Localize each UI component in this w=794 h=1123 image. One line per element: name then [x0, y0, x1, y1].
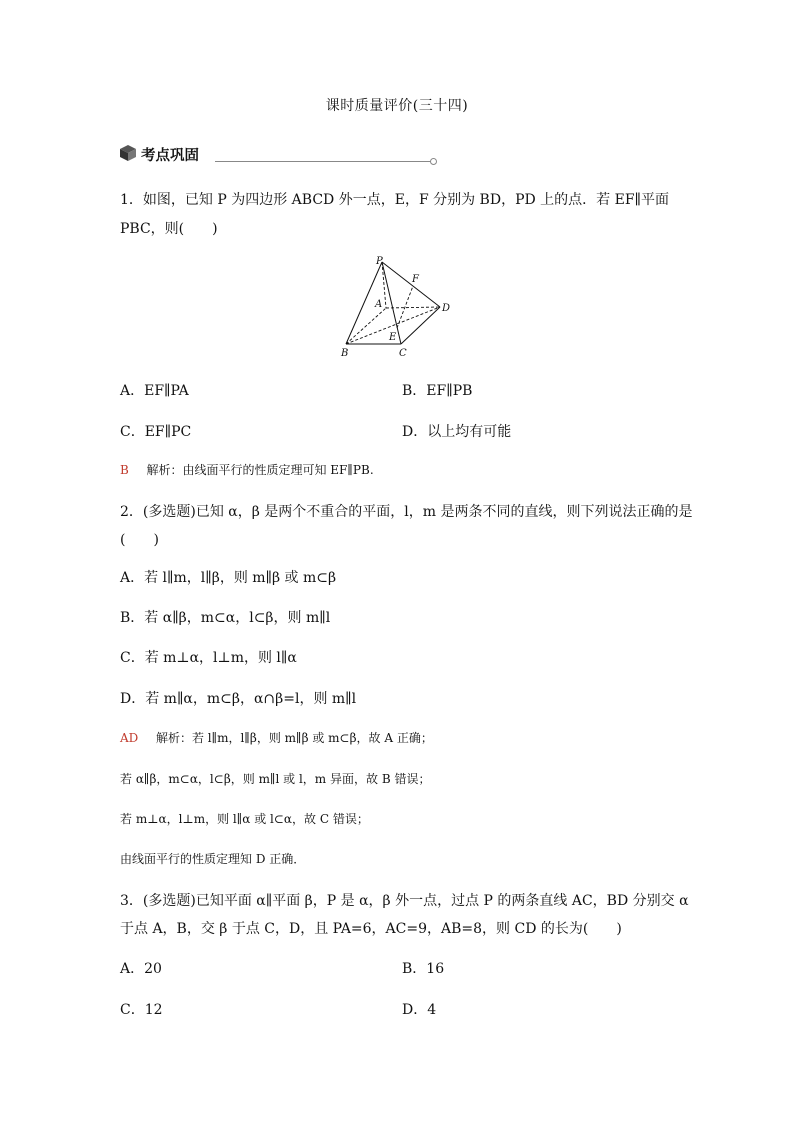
q1-solution-text: 解析：由线面平行的性质定理可知 EF∥PB. [146, 463, 374, 477]
section-divider-end [430, 158, 437, 165]
cube-icon [119, 144, 137, 166]
section-divider [215, 161, 431, 162]
section-title: 考点巩固 [141, 148, 199, 164]
label-P: P [376, 256, 383, 267]
q2-option-a: A．若 l∥m，l∥β，则 m∥β 或 m⊂β [120, 570, 337, 586]
label-A: A [375, 299, 383, 310]
q3-stem-line2: 于点 A，B，交 β 于点 C，D，且 PA=6，AC=9，AB=8，则 CD 的长为( ) [120, 921, 622, 937]
section-header [119, 144, 437, 164]
q2-option-b: B．若 α∥β，m⊂α，l⊂β，则 m∥l [120, 610, 331, 626]
q3-stem-line1: 3．(多选题)已知平面 α∥平面 β，P 是 α，β 外一点，过点 P 的两条直线 AC，BD 分别交 α [120, 893, 689, 909]
q2-stem-line1: 2．(多选题)已知 α，β 是两个不重合的平面，l，m 是两条不同的直线，则下列说法正确的是 [120, 504, 693, 520]
q2-option-c: C．若 m⊥α，l⊥m，则 l∥α [120, 650, 297, 666]
q2-solution-line4: 由线面平行的性质定理知 D 正确． [120, 852, 306, 866]
q1-stem-line2: PBC，则( ) [120, 221, 218, 237]
q1-stem-line1: 1．如图，已知 P 为四边形 ABCD 外一点，E，F 分别为 BD，PD 上的点．若 EF∥平面 [120, 192, 670, 208]
q1-option-a: A．EF∥PA [120, 383, 189, 399]
q1-option-d: D．以上均有可能 [402, 424, 512, 440]
q2-stem-line2: ( ) [120, 532, 159, 548]
label-F: F [412, 274, 419, 285]
q3-option-a: A．20 [120, 961, 162, 977]
q1-solution [120, 461, 374, 478]
q2-option-d: D．若 m∥α，m⊂β，α∩β=l，则 m∥l [120, 691, 357, 707]
q1-option-c: C．EF∥PC [120, 424, 192, 440]
q3-option-c: C．12 [120, 1002, 163, 1018]
q2-solution-text: 解析：若 l∥m，l∥β，则 m∥β 或 m⊂β，故 A 正确； [155, 731, 433, 745]
label-B: B [341, 348, 349, 359]
q3-option-b: B．16 [402, 961, 445, 977]
q2-answer: AD [120, 731, 139, 745]
label-E: E [389, 332, 397, 343]
q2-solution-line1 [120, 729, 433, 746]
q1-answer: B [120, 463, 129, 477]
label-D: D [442, 303, 451, 314]
q2-solution-line3: 若 m⊥α，l⊥m，则 l∥α 或 l⊂α，故 C 错误； [120, 812, 369, 826]
label-C: C [399, 348, 407, 359]
q1-option-b: B．EF∥PB [402, 383, 473, 399]
pyramid-figure [336, 252, 458, 360]
page-title: 课时质量评价(三十四) [325, 98, 469, 114]
q3-option-d: D．4 [402, 1002, 437, 1018]
q2-solution-line2: 若 α∥β，m⊂α，l⊂β，则 m∥l 或 l，m 异面，故 B 错误； [120, 772, 431, 786]
